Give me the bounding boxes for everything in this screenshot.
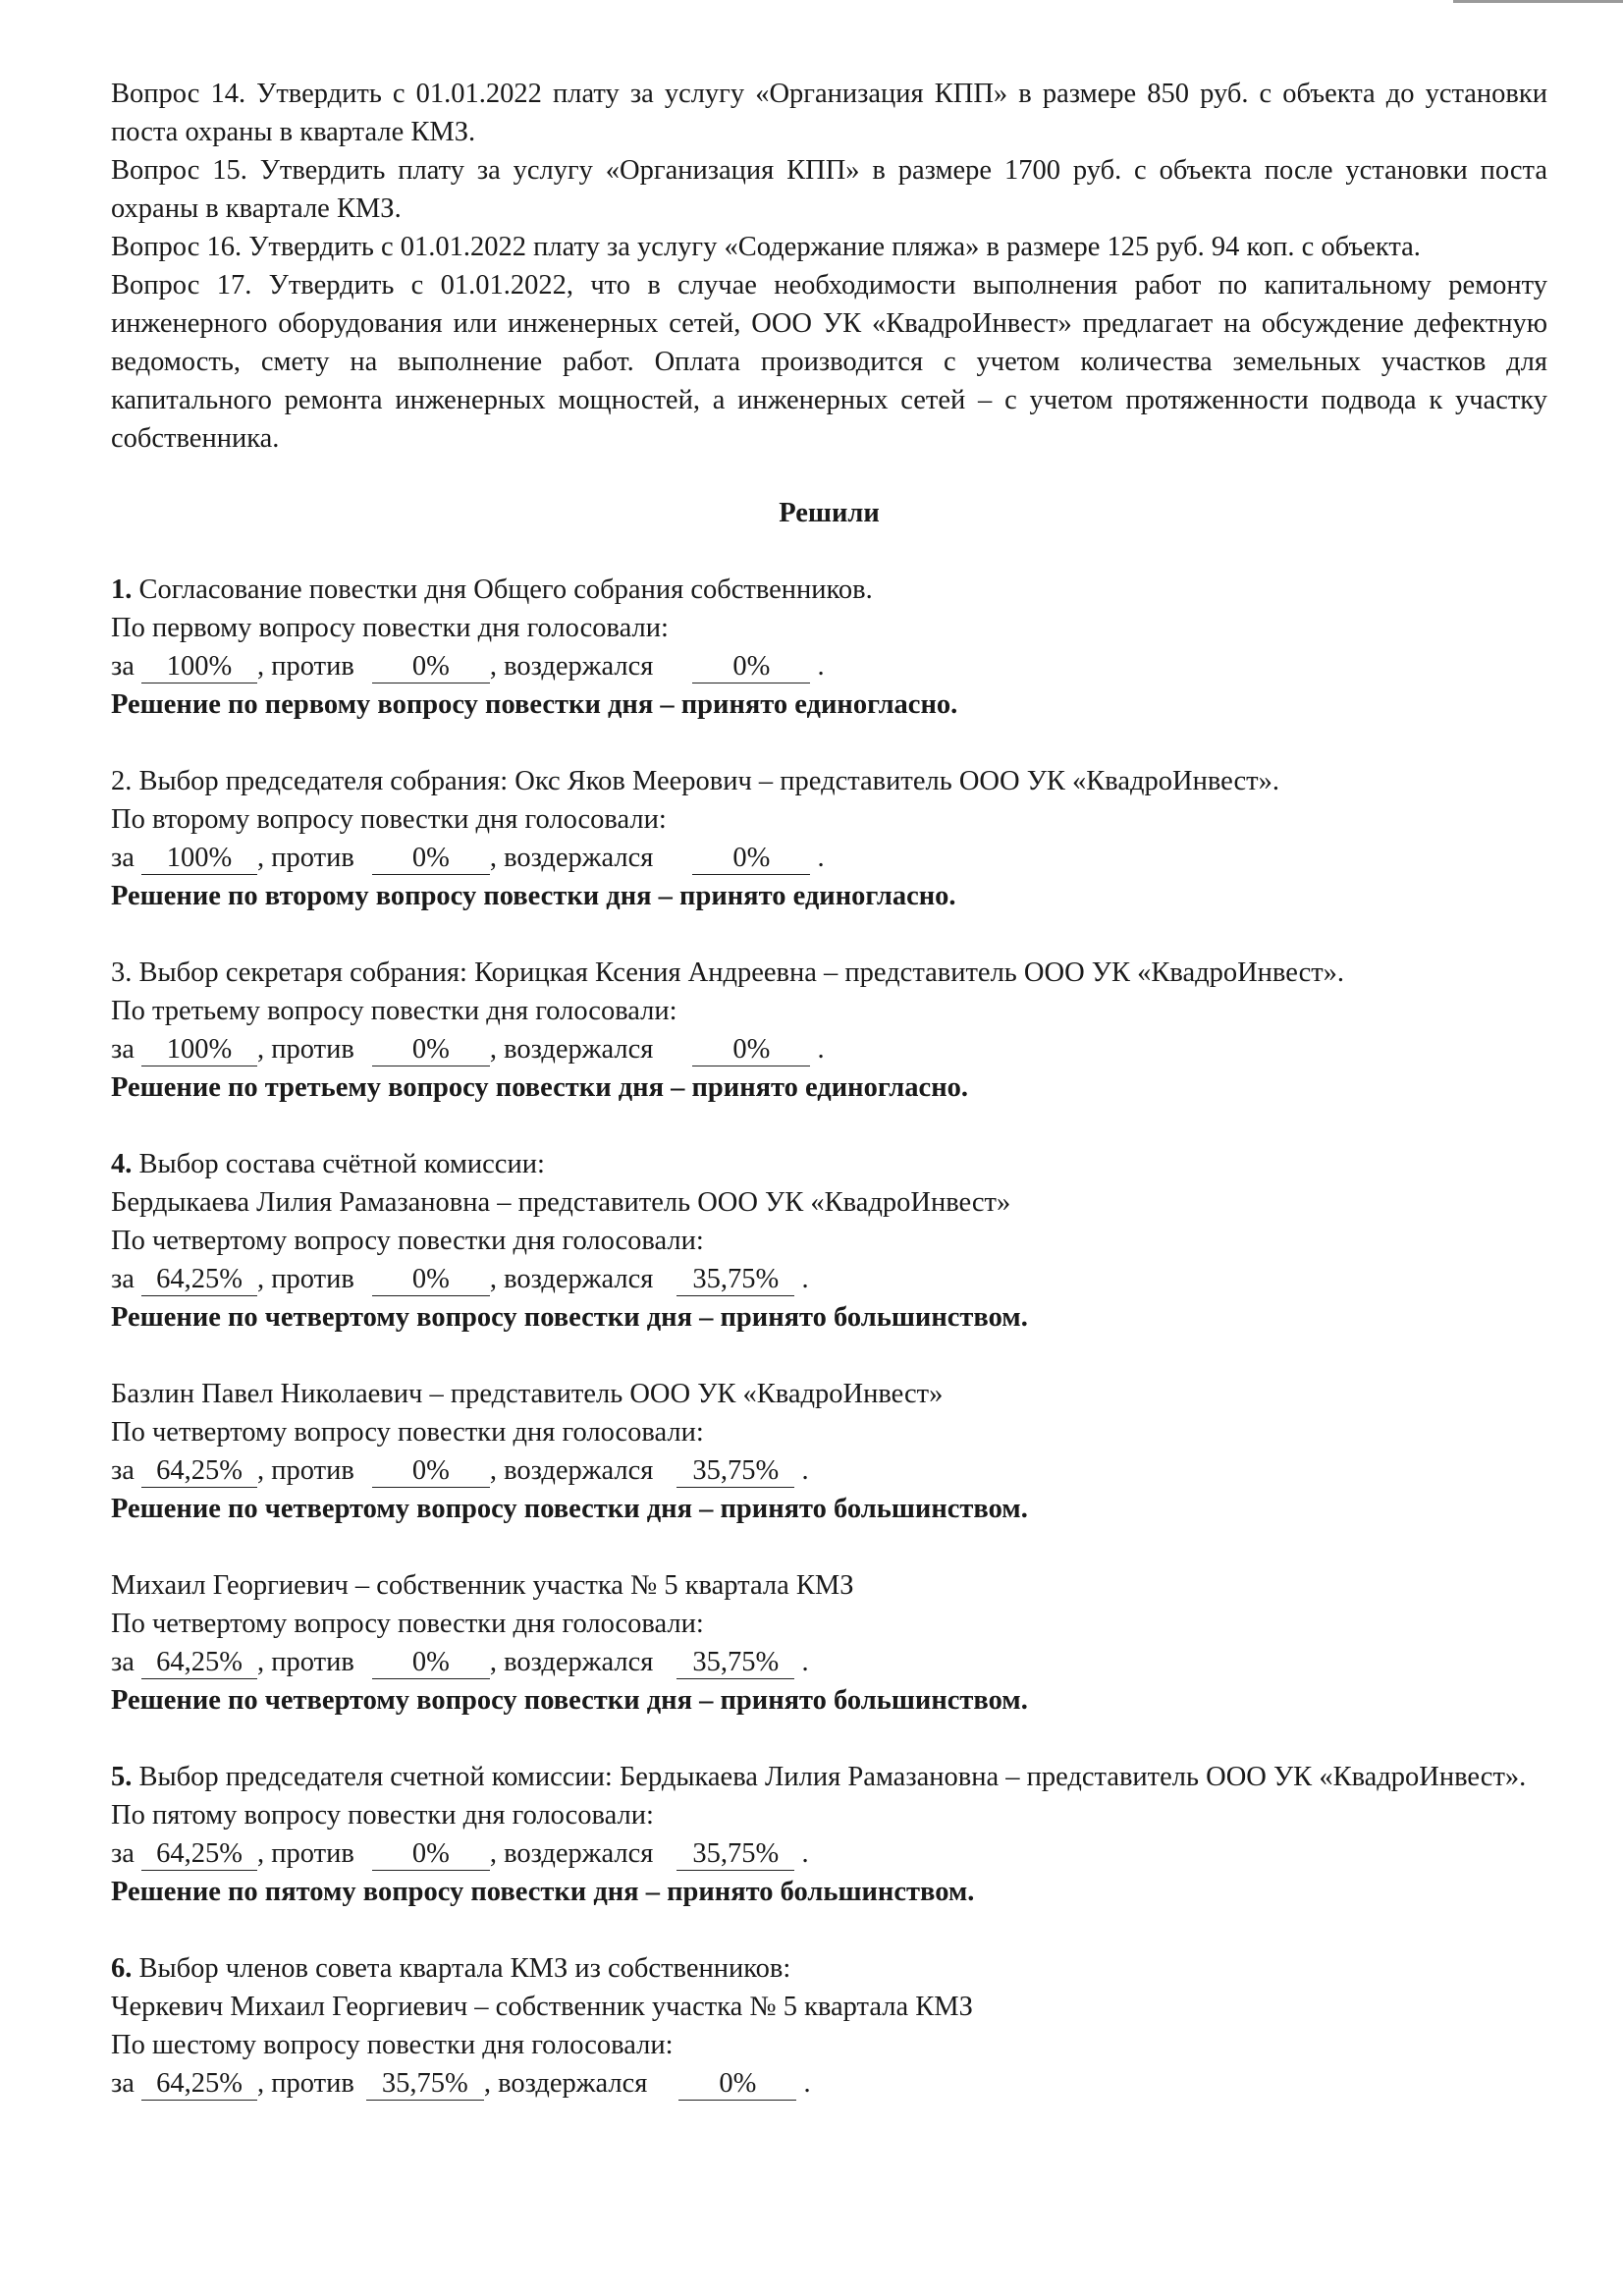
against-value: 0% <box>372 651 490 683</box>
abstain-value: 35,75% <box>676 1455 794 1488</box>
candidate-name: Михаил Георгиевич – собственник участка № 5 квартала КМЗ <box>111 1570 854 1601</box>
abstain-value: 0% <box>678 2068 796 2101</box>
abstain-label: , воздержался <box>489 1455 654 1486</box>
for-label: за <box>111 1264 135 1294</box>
end-dot: . <box>801 1838 809 1869</box>
abstain-value: 0% <box>692 651 810 683</box>
abstain-value: 35,75% <box>676 1264 794 1296</box>
candidate-name: Базлин Павел Николаевич – представитель ООО УК «КвадроИнвест» <box>111 1379 944 1409</box>
decision-3 <box>111 954 1547 1107</box>
against-value: 35,75% <box>366 2068 484 2101</box>
voted-label: По четвертому вопросу повестки дня голосовали: <box>111 1417 704 1448</box>
candidate-block <box>111 1183 1547 1337</box>
decision-6 <box>111 1949 1547 2103</box>
against-value: 0% <box>372 1264 490 1296</box>
vote-line <box>111 1834 1547 1873</box>
decision-number: 3. <box>111 957 133 988</box>
for-value: 64,25% <box>141 1838 257 1871</box>
voted-label: По четвертому вопросу повестки дня голосовали: <box>111 1226 704 1256</box>
question-15: Вопрос 15. Утвердить плату за услугу «Организация КПП» в размере 1700 руб. с объекта после установки поста охраны в квартале КМЗ. <box>111 155 1547 224</box>
decision-result: Решение по пятому вопросу повестки дня – принято большинством. <box>111 1877 975 1907</box>
decision-result: Решение по четвертому вопросу повестки дня – принято большинством. <box>111 1302 1028 1333</box>
voted-label: По первому вопросу повестки дня голосовали: <box>111 613 669 643</box>
document-page <box>111 75 1547 2103</box>
decision-number: 2. <box>111 766 133 796</box>
decision-number: 5. <box>111 1762 133 1792</box>
end-dot: . <box>817 1034 825 1065</box>
abstain-label: , воздержался <box>489 1838 654 1869</box>
candidate-name: Черкевич Михаил Георгиевич – собственник участка № 5 квартала КМЗ <box>111 1992 973 2022</box>
against-value: 0% <box>372 843 490 875</box>
abstain-label: , воздержался <box>489 843 654 873</box>
for-value: 64,25% <box>141 2068 257 2101</box>
decision-title: Выбор председателя собрания: Окс Яков Меерович – представитель ООО УК «КвадроИнвест». <box>132 766 1279 796</box>
abstain-label: , воздержался <box>489 1034 654 1065</box>
section-heading: Решили <box>779 498 880 528</box>
against-label: , против <box>257 1838 354 1869</box>
end-dot: . <box>817 843 825 873</box>
decision-title: Согласование повестки дня Общего собрания собственников. <box>132 574 873 605</box>
for-label: за <box>111 1455 135 1486</box>
decision-4 <box>111 1145 1547 1720</box>
for-value: 64,25% <box>141 1264 257 1296</box>
decision-2 <box>111 762 1547 915</box>
for-label: за <box>111 1034 135 1065</box>
end-dot: . <box>801 1264 809 1294</box>
vote-line <box>111 2064 1547 2103</box>
abstain-label: , воздержался <box>489 651 654 682</box>
abstain-label: , воздержался <box>489 1264 654 1294</box>
abstain-label: , воздержался <box>483 2068 648 2099</box>
abstain-value: 35,75% <box>676 1838 794 1871</box>
for-label: за <box>111 843 135 873</box>
against-value: 0% <box>372 1647 490 1679</box>
end-dot: . <box>801 1455 809 1486</box>
decision-title: Выбор состава счётной комиссии: <box>132 1149 545 1179</box>
decision-result: Решение по четвертому вопросу повестки дня – принято большинством. <box>111 1685 1028 1716</box>
end-dot: . <box>803 2068 811 2099</box>
for-value: 100% <box>141 651 257 683</box>
for-value: 64,25% <box>141 1647 257 1679</box>
question-17: Вопрос 17. Утвердить с 01.01.2022, что в случае необходимости выполнения работ по капитальному ремонту инженерного оборудования или инженерных сетей, ООО УК «КвадроИнвест» предлагает на обсуждение дефектную ведомость, смету на выполнение работ. Оплата производится с учетом количества земельных участков для капитального ремонта инженерных мощностей, а инженерных сетей – с учетом протяженности подвода к участку собственника. <box>111 270 1547 454</box>
question-14: Вопрос 14. Утвердить с 01.01.2022 плату за услугу «Организация КПП» в размере 850 руб. с объекта до установки поста охраны в квартале КМЗ. <box>111 79 1547 147</box>
decision-number: 1. <box>111 574 133 605</box>
against-value: 0% <box>372 1838 490 1871</box>
against-label: , против <box>257 1264 354 1294</box>
decision-title: Выбор секретаря собрания: Корицкая Ксения Андреевна – представитель ООО УК «КвадроИнвест». <box>132 957 1345 988</box>
for-value: 64,25% <box>141 1455 257 1488</box>
vote-line <box>111 1260 1547 1298</box>
against-label: , против <box>257 651 354 682</box>
against-label: , против <box>257 1647 354 1677</box>
against-label: , против <box>257 1034 354 1065</box>
decision-title: Выбор председателя счетной комиссии: Бердыкаева Лилия Рамазановна – представитель ООО УК «КвадроИнвест». <box>132 1762 1527 1792</box>
vote-line <box>111 1451 1547 1490</box>
abstain-value: 35,75% <box>676 1647 794 1679</box>
voted-label: По пятому вопросу повестки дня голосовали: <box>111 1800 654 1831</box>
decision-5 <box>111 1758 1547 1911</box>
for-label: за <box>111 1647 135 1677</box>
decision-1 <box>111 571 1547 724</box>
against-label: , против <box>257 1455 354 1486</box>
voted-label: По четвертому вопросу повестки дня голосовали: <box>111 1609 704 1639</box>
end-dot: . <box>801 1647 809 1677</box>
abstain-label: , воздержался <box>489 1647 654 1677</box>
vote-line <box>111 647 1547 685</box>
candidate-block <box>111 1566 1547 1720</box>
for-label: за <box>111 651 135 682</box>
for-value: 100% <box>141 843 257 875</box>
voted-label: По второму вопросу повестки дня голосовали: <box>111 804 667 835</box>
decision-title: Выбор членов совета квартала КМЗ из собственников: <box>132 1953 791 1984</box>
scan-edge-mark <box>1453 0 1623 3</box>
candidate-name: Бердыкаева Лилия Рамазановна – представитель ООО УК «КвадроИнвест» <box>111 1187 1011 1218</box>
decision-result: Решение по второму вопросу повестки дня – принято единогласно. <box>111 881 956 911</box>
decision-result: Решение по четвертому вопросу повестки дня – принято большинством. <box>111 1494 1028 1524</box>
for-label: за <box>111 2068 135 2099</box>
question-16: Вопрос 16. Утвердить с 01.01.2022 плату за услугу «Содержание пляжа» в размере 125 руб. 94 коп. с объекта. <box>111 232 1421 262</box>
candidate-block <box>111 1375 1547 1528</box>
end-dot: . <box>817 651 825 682</box>
vote-line <box>111 839 1547 877</box>
abstain-value: 0% <box>692 843 810 875</box>
vote-line <box>111 1030 1547 1068</box>
decision-result: Решение по первому вопросу повестки дня – принято единогласно. <box>111 689 958 720</box>
decision-result: Решение по третьему вопросу повестки дня – принято единогласно. <box>111 1072 968 1103</box>
against-value: 0% <box>372 1034 490 1066</box>
voted-label: По третьему вопросу повестки дня голосовали: <box>111 996 677 1026</box>
for-value: 100% <box>141 1034 257 1066</box>
voted-label: По шестому вопросу повестки дня голосовали: <box>111 2030 674 2060</box>
decision-number: 4. <box>111 1149 133 1179</box>
for-label: за <box>111 1838 135 1869</box>
decision-number: 6. <box>111 1953 133 1984</box>
abstain-value: 0% <box>692 1034 810 1066</box>
against-label: , против <box>257 843 354 873</box>
against-label: , против <box>257 2068 354 2099</box>
vote-line <box>111 1643 1547 1681</box>
against-value: 0% <box>372 1455 490 1488</box>
